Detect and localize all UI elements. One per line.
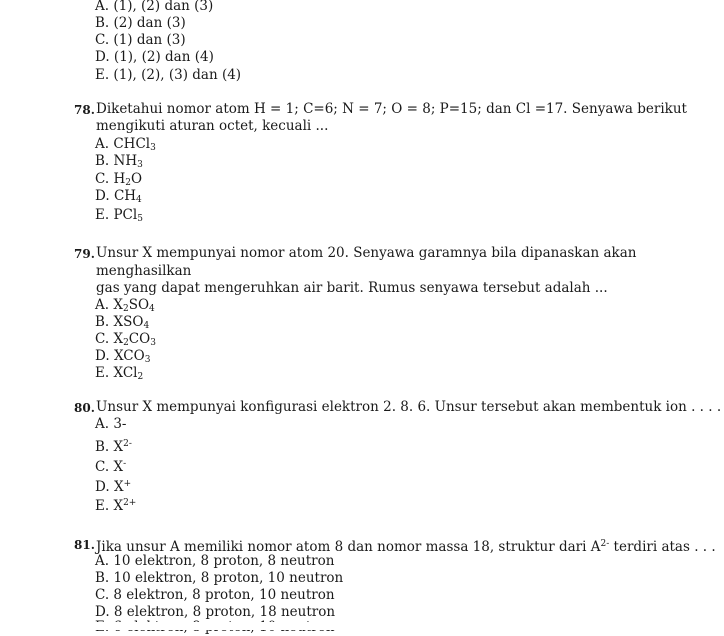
q80-a-label: A. [95,416,110,432]
q79-stem-line3: gas yang dapat mengeruhkan air barit. Rumus senyawa tersebut adalah ... [96,280,608,296]
q77-option-e: E. (1), (2), (3) dan (4) [95,67,242,83]
q79-option-e [95,365,143,386]
q79-c-formula: $X_2CO_3$ [113,331,156,348]
q79-d-formula: $XCO_3$ [113,348,151,365]
q79-b-formula: $XSO_4$ [113,314,150,331]
q78-option-e [95,207,143,228]
q77-option-c: C. (1) dan (3) [95,32,186,48]
q79-d-label: D. [95,348,110,364]
q79-b-label: B. [95,314,110,330]
q80-e-label: E. [95,498,110,514]
q80-c-label: C. [95,459,110,475]
q78-c-label: C. [95,171,110,187]
q79-a-formula: $X_2SO_4$ [113,297,155,314]
q78-a-formula: CHCl$_3$ [113,136,156,153]
q80-d-label: D. [95,479,110,495]
q81-option-b: B. 10 elektron, 8 proton, 10 neutron [95,570,344,586]
q79-stem-line2: menghasilkan [96,263,192,279]
q78-c-formula: $H_2O$ [113,171,143,188]
q81-option-a: A. 10 elektron, 8 proton, 8 neutron [95,553,335,569]
q78-number: 78. [74,103,95,117]
q78-d-label: D. [95,188,110,204]
q79-e-label: E. [95,365,110,381]
q80-option-a [95,416,127,433]
q79-e-formula: XCl$_2$ [113,365,144,382]
q78-stem-line2: mengikuti aturan octet, kecuali ... [96,118,329,134]
q79-number: 79. [74,247,95,261]
q81-stem: Jika unsur A memiliki nomor atom 8 dan nomor massa 18, struktur dari $A^{2-}$ terdiri atas . . . [96,539,716,555]
q80-d-ion: X+ [113,479,132,495]
q81-option-c: C. 8 elektron, 8 proton, 10 neutron [95,587,335,603]
q80-b-ion: $X^{2-}$ [113,439,132,455]
q78-d-formula: $CH_4$ [113,188,142,205]
q80-b-label: B. [95,439,110,455]
q81-number: 81. [74,538,95,552]
q80-option-b [95,436,132,456]
q78-b-label: B. [95,153,110,169]
q77-option-d: D. (1), (2) dan (4) [95,49,214,65]
q80-number: 80. [74,401,95,415]
q78-e-label: E. [95,207,110,223]
q80-c-ion: X- [113,459,127,475]
q78-e-formula: PCl$_5$ [113,207,143,224]
q79-c-label: C. [95,331,110,347]
q78-stem-line1: Diketahui nomor atom H = 1; C=6; N = 7; O = 8; P=15; dan Cl =17. Senyawa berikut [96,101,687,117]
q81-option-d: D. 8 elektron, 8 proton, 18 neutron [95,604,336,620]
q80-e-ion: $X^{2+}$ [113,498,137,514]
q80-a-text: 3- [113,416,127,432]
q78-option-d [95,188,142,209]
q80-option-c [95,456,126,476]
q78-a-label: A. [95,136,110,152]
q79-a-label: A. [95,297,110,313]
page-bottom-crop [0,622,724,630]
q77-option-b: B. (2) dan (3) [95,15,186,31]
q80-stem-line1: Unsur X mempunyai konfigurasi elektron 2. 8. 6. Unsur tersebut akan membentuk ion . . . . [96,399,722,415]
q78-b-formula: $NH_3$ [113,153,143,170]
q80-option-d [95,476,131,496]
q80-option-e [95,495,136,515]
q79-stem-line1: Unsur X mempunyai nomor atom 20. Senyawa garamnya bila dipanaskan akan [96,245,637,261]
q77-option-a: A. (1), (2) dan (3) [95,0,214,14]
